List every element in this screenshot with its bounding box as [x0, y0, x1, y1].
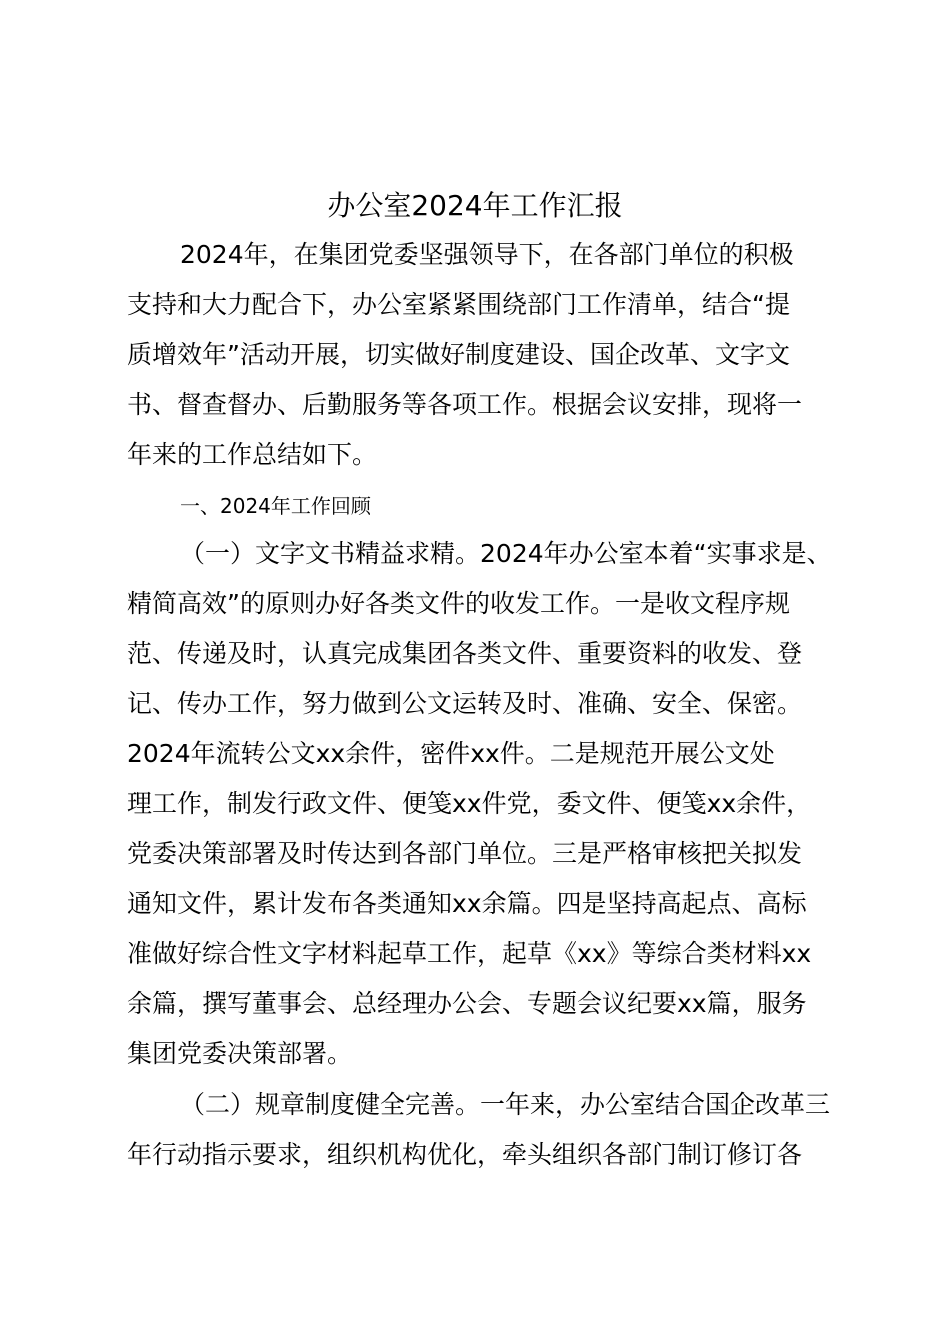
paragraph-line: 范、传递及时，认真完成集团各类文件、重要资料的收发、登 — [127, 639, 803, 668]
paragraph-line: 理工作，制发行政文件、便笺xx件党，委文件、便笺xx余件， — [127, 789, 812, 818]
paragraph-line: 通知文件，累计发布各类通知xx余篇。四是坚持高起点、高标 — [127, 889, 807, 918]
paragraph-line: 精简高效”的原则办好各类文件的收发工作。一是收文程序规 — [127, 589, 790, 618]
paragraph-line: 2024年流转公文xx余件，密件xx件。二是规范开展公文处 — [127, 739, 775, 768]
paragraph-line: 党委决策部署及时传达到各部门单位。三是严格审核把关拟发 — [127, 839, 803, 868]
paragraph-line: 质增效年”活动开展，切实做好制度建设、国企改革、文字文 — [127, 340, 790, 369]
document-title: 办公室2024年工作汇报 — [327, 189, 623, 222]
section-heading: 一、2024年工作回顾 — [180, 494, 371, 518]
paragraph-line: （一）文字文书精益求精。2024年办公室本着“实事求是、 — [180, 539, 832, 568]
paragraph-line: 2024年，在集团党委坚强领导下，在各部门单位的积极 — [180, 240, 794, 269]
paragraph-line: （二）规章制度健全完善。一年来，办公室结合国企改革三 — [180, 1090, 831, 1119]
paragraph-line: 集团党委决策部署。 — [127, 1039, 353, 1068]
paragraph-line: 准做好综合性文字材料起草工作，起草《xx》等综合类材料xx — [127, 939, 812, 968]
paragraph-line: 支持和大力配合下，办公室紧紧围绕部门工作清单，结合“提 — [127, 290, 790, 319]
paragraph-line: 年来的工作总结如下。 — [127, 440, 378, 469]
paragraph-line: 记、传办工作，努力做到公文运转及时、准确、安全、保密。 — [127, 689, 803, 718]
paragraph-line: 余篇，撰写董事会、总经理办公会、专题会议纪要xx篇，服务 — [127, 989, 807, 1018]
paragraph-line: 年行动指示要求，组织机构优化，牵头组织各部门制订修订各 — [127, 1140, 803, 1169]
paragraph-line: 书、督查督办、后勤服务等各项工作。根据会议安排，现将一 — [127, 390, 803, 419]
